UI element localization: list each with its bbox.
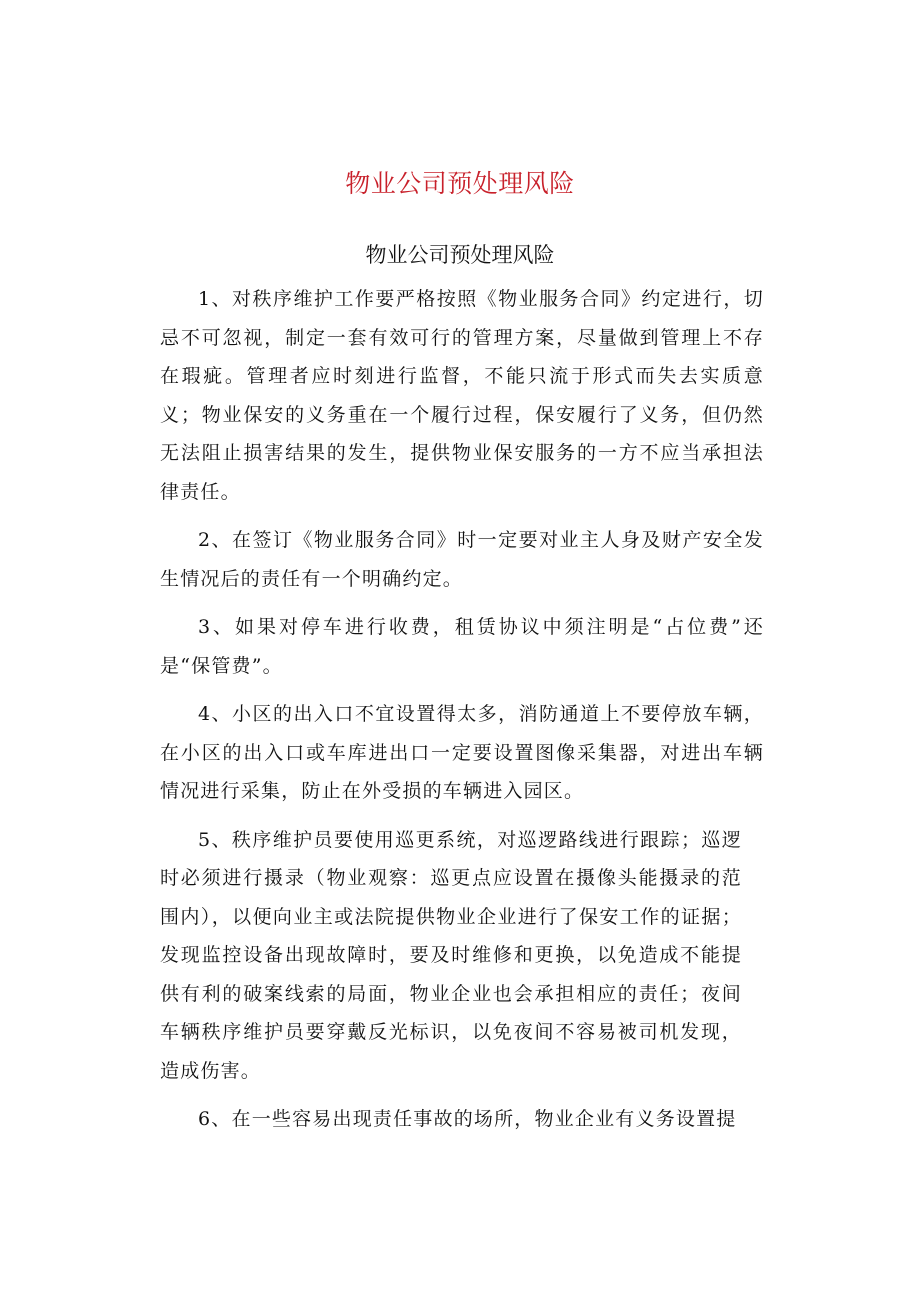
paragraph-6: 6、在一些容易出现责任事故的场所，物业企业有义务设置提 [198,1108,737,1130]
paragraph-5: 5、秩序维护员要使用巡更系统，对巡逻路线进行跟踪；巡逻时必须进行摄录（物业观察：巡更点应设置在摄像头能摄录的范围内），以便向业主或法院提供物业企业进行了保安工作的证据；发现监控设备出现故障时，要及时维修和更换，以免造成不能提供有利的破案线索的局面，物业企业也会承担相应的责任；夜间车辆秩序维护员要穿戴反光标识，以免夜间不容易被司机发现，造成伤害。 [160,828,742,1082]
paragraph-3: 3、如果对停车进行收费，租赁协议中须注明是“占位费”还是“保管费”。 [160,616,764,677]
document-subtitle: 物业公司预处理风险 [365,243,555,267]
document-title: 物业公司预处理风险 [345,169,575,198]
paragraph-1: 1、对秩序维护工作要严格按照《物业服务合同》约定进行，切忌不可忽视，制定一套有效可行的管理方案，尽量做到管理上不存在瑕疵。管理者应时刻进行监督，不能只流于形式而失去实质意义；物业保安的义务重在一个履行过程，保安履行了义务，但仍然无法阻止损害结果的发生，提供物业保安服务的一方不应当承担法律责任。 [160,288,764,503]
paragraph-2: 2、在签订《物业服务合同》时一定要对业主人身及财产安全发生情况后的责任有一个明确约定。 [160,529,764,590]
document-body [160,280,764,1149]
paragraph-4: 4、小区的出入口不宜设置得太多，消防通道上不要停放车辆，在小区的出入口或车库进出口一定要设置图像采集器，对进出车辆情况进行采集，防止在外受损的车辆进入园区。 [160,703,764,802]
